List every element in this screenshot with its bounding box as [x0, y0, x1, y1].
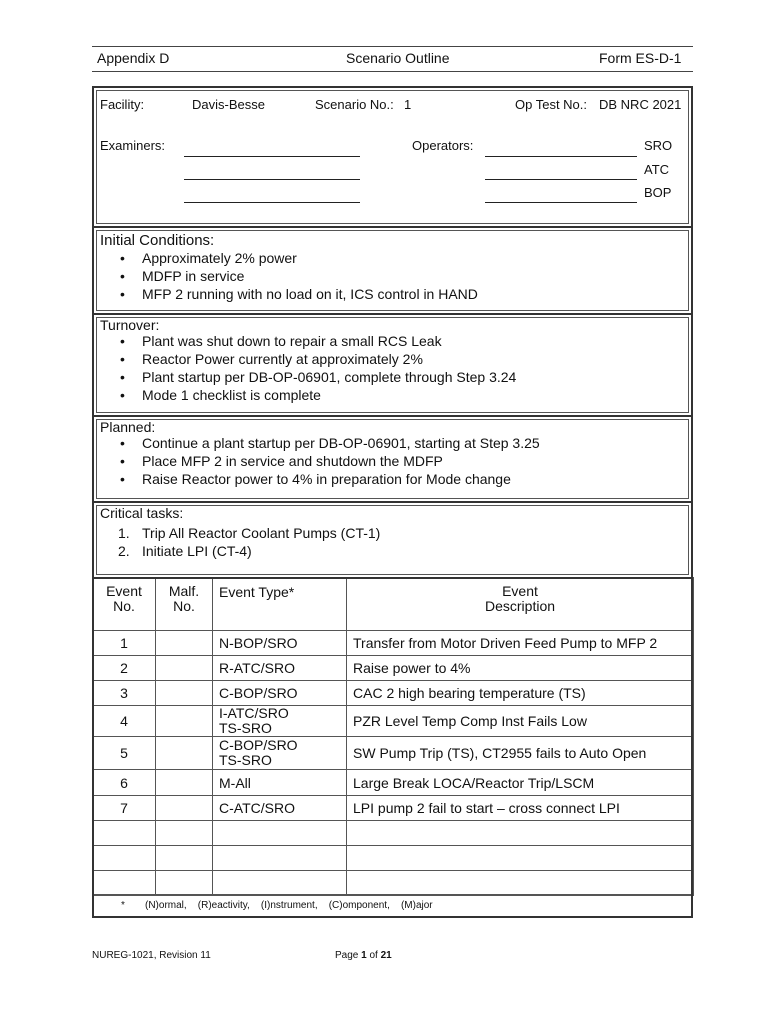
event-type-legend: (N)ormal, (R)eactivity, (I)nstrument, (C)omponent, (M)ajor — [145, 900, 433, 911]
list-text: Initiate LPI (CT-4) — [142, 543, 252, 559]
planned-title: Planned: — [100, 419, 156, 435]
table-row — [93, 681, 694, 706]
list-item: • Mode 1 checklist is complete — [118, 386, 516, 404]
list-item: • Place MFP 2 in service and shutdown the MDFP — [118, 452, 540, 470]
examiners-label: Examiners: — [100, 138, 166, 153]
scenario-label: Scenario No.: — [315, 97, 394, 112]
header-line: No. — [113, 598, 135, 614]
facility-box — [92, 86, 693, 228]
scenario-value: 1 — [404, 97, 412, 112]
event-no: 4 — [93, 706, 156, 737]
critical-tasks-list — [118, 524, 380, 560]
table-row-empty — [93, 821, 694, 846]
page-total: 21 — [380, 950, 392, 961]
table-row — [93, 706, 694, 737]
operator-line-atc[interactable] — [485, 179, 637, 180]
malf-no — [156, 770, 213, 796]
event-desc: Transfer from Motor Driven Feed Pump to MFP 2 — [347, 631, 694, 656]
facility-value: Davis-Besse — [192, 97, 265, 112]
header-top-rule — [92, 46, 693, 47]
empty-cell — [93, 871, 156, 896]
operator-line-sro[interactable] — [485, 156, 637, 157]
event-type-line: TS-SRO — [219, 720, 272, 736]
event-no: 1 — [93, 631, 156, 656]
optest-value: DB NRC 2021 — [599, 97, 682, 112]
list-item: • Plant was shut down to repair a small RCS Leak — [118, 332, 516, 350]
initial-conditions-list — [118, 249, 478, 303]
event-no: 3 — [93, 681, 156, 706]
header-line: Event Type* — [219, 584, 295, 600]
list-item: • Raise Reactor power to 4% in preparation for Mode change — [118, 470, 540, 488]
table-row — [93, 656, 694, 681]
list-item: • MDFP in service — [118, 267, 478, 285]
event-type: N-BOP/SRO — [213, 631, 347, 656]
planned-list — [118, 434, 540, 488]
role-atc: ATC — [644, 162, 670, 177]
col-malf-no — [156, 578, 213, 631]
list-item — [118, 542, 380, 560]
planned-box — [92, 415, 693, 503]
page-prefix: Page — [335, 950, 359, 961]
events-table — [92, 577, 694, 896]
list-number: 1. — [118, 525, 130, 541]
initial-conditions-box — [92, 226, 693, 315]
event-no: 6 — [93, 770, 156, 796]
empty-cell — [347, 846, 694, 871]
examiner-line-3[interactable] — [184, 202, 360, 203]
role-sro: SRO — [644, 138, 673, 153]
list-item: • Approximately 2% power — [118, 249, 478, 267]
empty-cell — [93, 846, 156, 871]
critical-tasks-box — [92, 501, 693, 579]
col-event-no — [93, 578, 156, 631]
legend-divider — [94, 894, 691, 895]
table-row — [93, 796, 694, 821]
examiner-line-1[interactable] — [184, 156, 360, 157]
event-type — [213, 706, 347, 737]
initial-conditions-title: Initial Conditions: — [100, 232, 215, 249]
empty-cell — [213, 821, 347, 846]
operator-line-bop[interactable] — [485, 202, 637, 203]
event-desc: CAC 2 high bearing temperature (TS) — [347, 681, 694, 706]
list-item: • Plant startup per DB-OP-06901, complete through Step 3.24 — [118, 368, 516, 386]
list-item: • Continue a plant startup per DB-OP-06901, starting at Step 3.25 — [118, 434, 540, 452]
table-row — [93, 631, 694, 656]
event-type — [213, 737, 347, 770]
table-row — [93, 737, 694, 770]
list-text: Trip All Reactor Coolant Pumps (CT-1) — [142, 525, 381, 541]
event-desc: Large Break LOCA/Reactor Trip/LSCM — [347, 770, 694, 796]
event-type: C-ATC/SRO — [213, 796, 347, 821]
col-event-type — [213, 578, 347, 631]
list-item: • MFP 2 running with no load on it, ICS control in HAND — [118, 285, 478, 303]
empty-cell — [93, 821, 156, 846]
malf-no — [156, 681, 213, 706]
header-appendix: Appendix D — [97, 50, 170, 66]
event-type: R-ATC/SRO — [213, 656, 347, 681]
list-item — [118, 524, 380, 542]
header-bottom-rule — [92, 71, 693, 72]
footer-page — [335, 950, 392, 961]
events-header-row — [93, 578, 694, 631]
event-desc: SW Pump Trip (TS), CT2955 fails to Auto Open — [347, 737, 694, 770]
empty-cell — [347, 821, 694, 846]
empty-cell — [347, 871, 694, 896]
header-title: Scenario Outline — [346, 50, 450, 66]
event-type-line: C-BOP/SRO — [219, 737, 298, 753]
event-no: 5 — [93, 737, 156, 770]
list-item: • Reactor Power currently at approximately 2% — [118, 350, 516, 368]
table-row-empty — [93, 871, 694, 896]
header-form: Form ES-D-1 — [599, 50, 682, 66]
event-type: C-BOP/SRO — [213, 681, 347, 706]
event-no: 7 — [93, 796, 156, 821]
turnover-box — [92, 313, 693, 417]
page-of: of — [369, 950, 378, 961]
empty-cell — [156, 846, 213, 871]
header-line: Description — [484, 598, 556, 614]
malf-no — [156, 706, 213, 737]
event-no: 2 — [93, 656, 156, 681]
table-row — [93, 770, 694, 796]
examiner-line-2[interactable] — [184, 179, 360, 180]
empty-cell — [156, 821, 213, 846]
malf-no — [156, 656, 213, 681]
empty-cell — [213, 846, 347, 871]
event-type: M-All — [213, 770, 347, 796]
role-bop: BOP — [644, 185, 672, 200]
turnover-title: Turnover: — [100, 317, 160, 333]
facility-label: Facility: — [100, 97, 145, 112]
optest-label: Op Test No.: — [515, 97, 588, 112]
malf-no — [156, 737, 213, 770]
operators-label: Operators: — [412, 138, 474, 153]
event-desc: PZR Level Temp Comp Inst Fails Low — [347, 706, 694, 737]
malf-no — [156, 631, 213, 656]
col-event-desc — [347, 578, 694, 631]
turnover-list — [118, 332, 516, 404]
event-desc: LPI pump 2 fail to start – cross connect LPI — [347, 796, 694, 821]
malf-no — [156, 796, 213, 821]
empty-cell — [156, 871, 213, 896]
event-desc: Raise power to 4% — [347, 656, 694, 681]
legend-star: * — [121, 900, 125, 911]
list-number: 2. — [118, 543, 130, 559]
footer-revision: NUREG-1021, Revision 11 — [92, 950, 211, 961]
page-number: 1 — [361, 950, 367, 961]
header-line: No. — [173, 598, 195, 614]
header-line: Event — [502, 583, 538, 599]
critical-tasks-title: Critical tasks: — [100, 505, 184, 521]
table-row-empty — [93, 846, 694, 871]
event-type-line: I-ATC/SRO — [219, 705, 289, 721]
header-line: Event — [106, 583, 142, 599]
header-line: Malf. — [168, 583, 200, 599]
event-type-line: TS-SRO — [219, 752, 272, 768]
empty-cell — [213, 871, 347, 896]
